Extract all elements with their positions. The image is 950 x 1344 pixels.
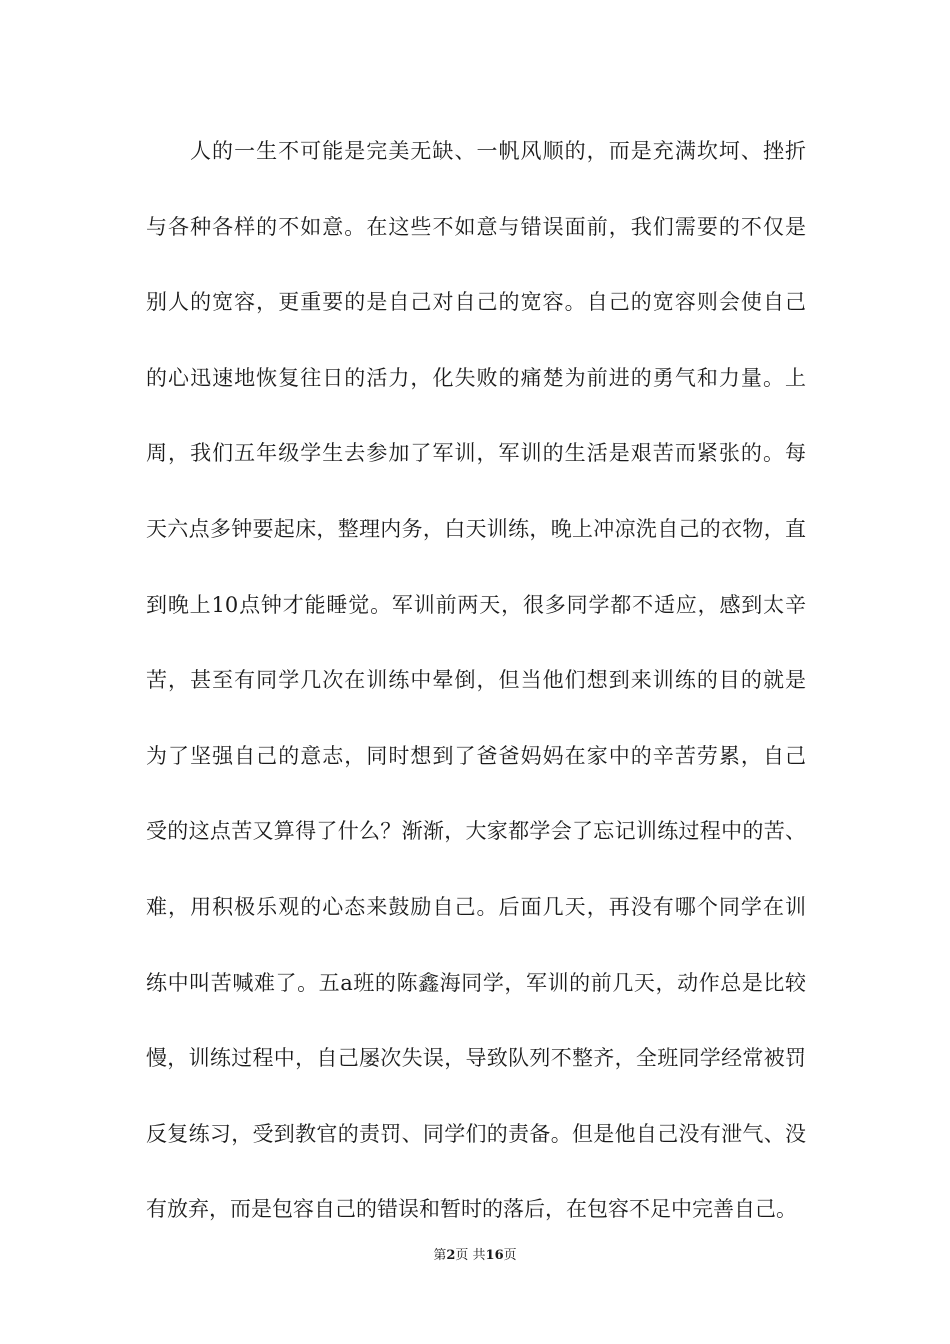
text-line: 练中叫苦喊难了。五a班的陈鑫海同学，军训的前几天，动作总是比较 bbox=[146, 970, 806, 995]
footer-prefix: 第 bbox=[433, 1248, 447, 1263]
text-line: 人的一生不可能是完美无缺、一帆风顺的，而是充满坎坷、挫折 bbox=[190, 139, 806, 163]
text-line: 反复练习，受到教官的责罚、同学们的责备。但是他自己没有泄气、没 bbox=[146, 1121, 806, 1146]
text-line: 与各种各样的不如意。在这些不如意与错误面前，我们需要的不仅是 bbox=[146, 214, 806, 239]
text-line: 别人的宽容，更重要的是自己对自己的宽容。自己的宽容则会使自己 bbox=[146, 290, 806, 315]
text-line: 为了坚强自己的意志，同时想到了爸爸妈妈在家中的辛苦劳累，自己 bbox=[146, 743, 806, 768]
text-line: 慢，训练过程中，自己屡次失误，导致队列不整齐，全班同学经常被罚 bbox=[146, 1046, 806, 1071]
text-line: 有放弃，而是包容自己的错误和暂时的落后，在包容不足中完善自己。 bbox=[146, 1197, 797, 1222]
total-page-count: 16 bbox=[485, 1248, 504, 1263]
footer-middle: 页 共 bbox=[455, 1248, 486, 1263]
footer-suffix: 页 bbox=[503, 1248, 517, 1263]
text-line: 的心迅速地恢复往日的活力，化失败的痛楚为前进的勇气和力量。上 bbox=[146, 365, 806, 390]
text-line: 周，我们五年级学生去参加了军训，军训的生活是艰苦而紧张的。每 bbox=[146, 441, 806, 466]
text-line: 到晚上10点钟才能睡觉。军训前两天，很多同学都不适应，感到太辛 bbox=[146, 592, 806, 617]
text-line: 苦，甚至有同学几次在训练中晕倒，但当他们想到来训练的目的就是 bbox=[146, 668, 806, 693]
text-line: 难，用积极乐观的心态来鼓励自己。后面几天，再没有哪个同学在训 bbox=[146, 894, 806, 919]
text-line: 天六点多钟要起床，整理内务，白天训练，晚上冲凉洗自己的衣物，直 bbox=[146, 516, 806, 541]
body-paragraph bbox=[146, 126, 806, 1260]
current-page-number: 2 bbox=[446, 1248, 456, 1263]
text-line: 受的这点苦又算得了什么？渐渐，大家都学会了忘记训练过程中的苦、 bbox=[146, 819, 806, 844]
page-number-footer bbox=[0, 1244, 950, 1263]
